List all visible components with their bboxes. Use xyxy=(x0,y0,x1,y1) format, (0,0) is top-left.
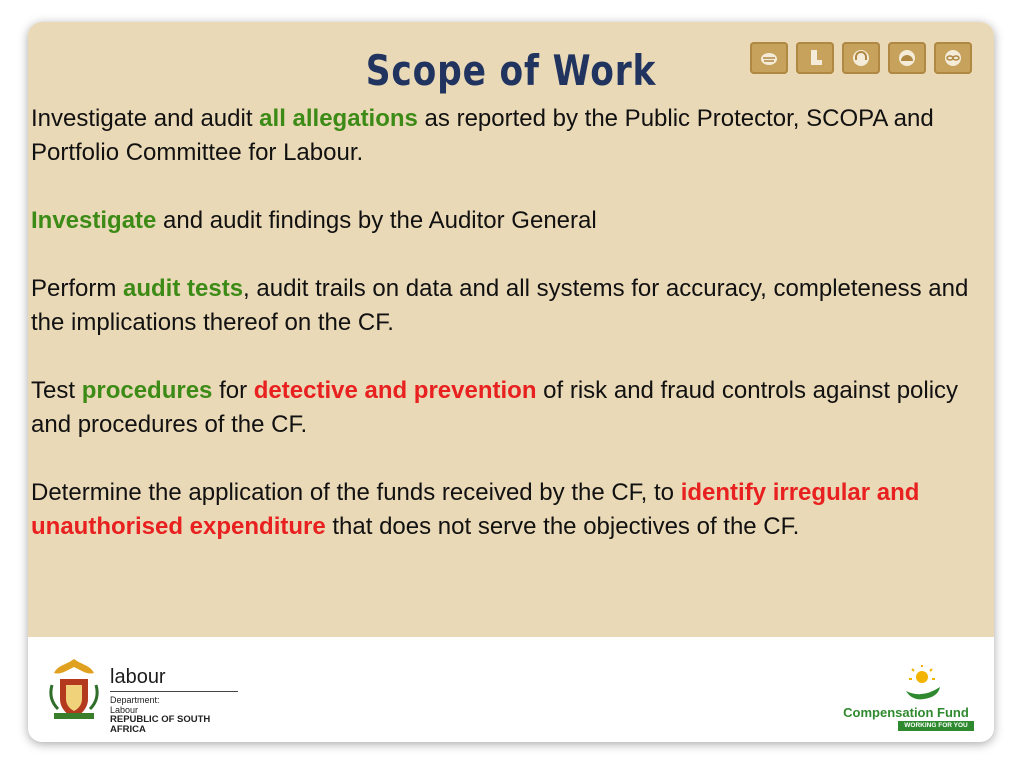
department-line-2: Labour xyxy=(110,705,139,715)
text-run: for xyxy=(212,377,254,404)
text-run: and audit findings by the Auditor General xyxy=(156,207,597,234)
text-run: Perform xyxy=(31,275,124,302)
text-run: Test xyxy=(31,377,82,404)
paragraph xyxy=(31,102,977,170)
highlight-run: procedures xyxy=(81,377,213,404)
text-run: , audit trails on data and all systems for accuracy, completeness and the implications thereof on the CF. xyxy=(31,275,969,336)
paragraph xyxy=(31,374,977,442)
department-line-1: Department: xyxy=(110,695,160,705)
slide xyxy=(28,22,994,742)
slide-title: Scope of Work xyxy=(365,46,657,95)
highlight-run: Investigate xyxy=(31,207,157,234)
scope-body xyxy=(31,102,977,578)
fund-tagline: WORKING FOR YOU xyxy=(898,721,974,731)
paragraph xyxy=(31,272,977,340)
divider xyxy=(110,691,238,692)
headphones-icon xyxy=(842,42,880,74)
highlight-run: identify irregular and unauthorised expenditure xyxy=(31,479,920,540)
department-line-3: REPUBLIC OF SOUTH AFRICA xyxy=(110,714,211,735)
text-run: that does not serve the objectives of the CF. xyxy=(325,513,800,540)
text-run: of risk and fraud controls against policy and procedures of the CF. xyxy=(31,377,959,438)
text-run: Determine the application of the funds received by the CF, to xyxy=(31,479,681,506)
footer xyxy=(28,637,994,742)
highlight-run: detective and prevention xyxy=(253,377,537,404)
paragraph xyxy=(31,476,977,544)
highlight-run: all allegations xyxy=(259,105,418,132)
text-run: as reported by the Public Protector, SCOPA and Portfolio Committee for Labour. xyxy=(31,105,934,166)
coat-of-arms-logo xyxy=(46,655,102,727)
boot-icon xyxy=(796,42,834,74)
sun-hand-icon xyxy=(836,665,976,705)
text-run: Investigate and audit xyxy=(31,105,260,132)
compensation-fund-logo xyxy=(836,665,976,735)
content-panel xyxy=(28,22,994,637)
fund-name: Compensation Fund xyxy=(843,705,969,720)
hands-icon xyxy=(750,42,788,74)
safety-icon-strip xyxy=(750,42,972,74)
paragraph xyxy=(31,204,977,238)
highlight-run: audit tests xyxy=(123,275,244,302)
hardhat-icon xyxy=(888,42,926,74)
department-label xyxy=(110,667,240,735)
goggles-icon xyxy=(934,42,972,74)
department-name: labour xyxy=(110,666,166,688)
